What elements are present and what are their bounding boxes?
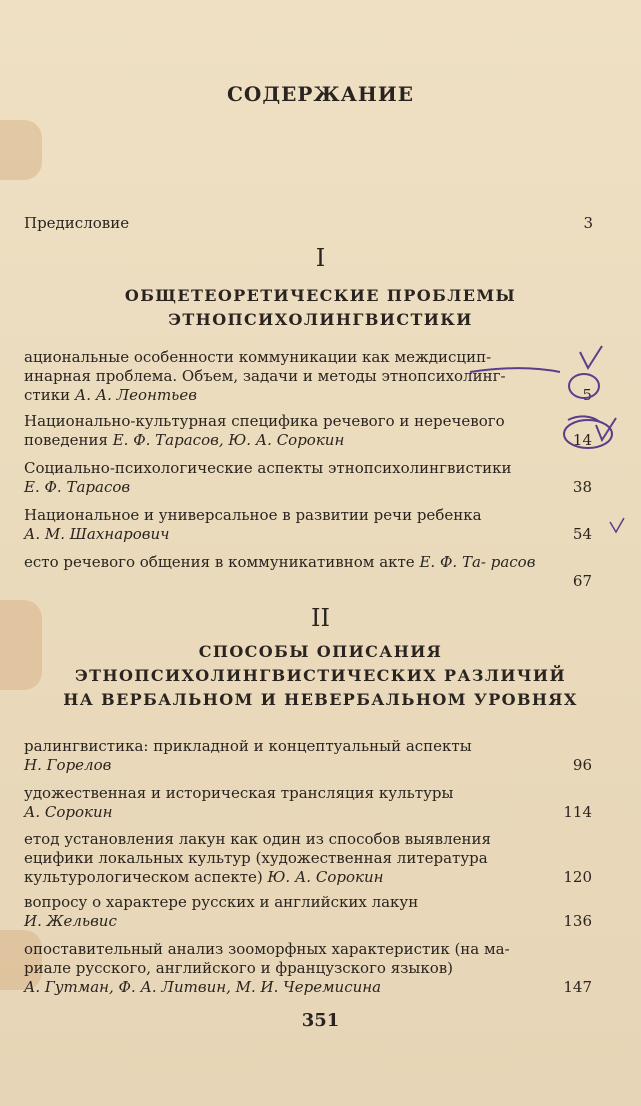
section-numeral: II: [311, 604, 330, 632]
entry-page: 5: [582, 386, 592, 404]
entry-page: 136: [563, 912, 592, 930]
toc-entry: опоставительный анализ зооморфных характеристик (на ма- риале русского, английского и французского языков) А. Гутман, Ф. А. Литвин, М. И. Черемисина 147: [24, 940, 592, 996]
entry-page: 147: [563, 978, 592, 996]
toc-entry: етод установления лакун как один из способов выявления ецифики локальных культур (художественная литература культурологическом аспекте) Ю. А. Сорокин 120: [24, 830, 592, 886]
page-title: СОДЕРЖАНИЕ: [227, 82, 414, 106]
section-title: СПОСОБЫ ОПИСАНИЯ ЭТНОПСИХОЛИНГВИСТИЧЕСКИХ РАЗЛИЧИЙ НА ВЕРБАЛЬНОМ И НЕВЕРБАЛЬНОМ УРОВНЯХ: [63, 642, 578, 709]
toc-entry: есто речевого общения в коммуникативном акте Е. Ф. Та- расов 67: [24, 553, 592, 590]
entry-page: 38: [572, 478, 592, 496]
section-numeral: I: [315, 244, 326, 272]
toc-entry: Национально-культурная специфика речевого и неречевого поведения Е. Ф. Тарасов, Ю. А. Сорокин 14: [24, 412, 592, 449]
entry-author: Е. Ф. Тарасов, Ю. А. Сорокин: [112, 431, 345, 449]
toc-entry: ралингвистика: прикладной и концептуальный аспекты Н. Горелов 96: [24, 737, 592, 774]
toc-entry: Социально-психологические аспекты этнопсихолингвистики Е. Ф. Тарасов 38: [24, 459, 592, 496]
page-number: 351: [301, 1010, 340, 1031]
entry-author: А. М. Шахнарович: [24, 525, 170, 543]
entry-page: 14: [572, 431, 592, 449]
entry-page: 114: [563, 803, 592, 821]
preface-page: 3: [583, 214, 593, 232]
circle-mark: [569, 374, 599, 398]
entry-page: 96: [572, 756, 592, 774]
checkmark-icon: [580, 346, 602, 368]
entry-page: 54: [572, 525, 592, 543]
entry-author: А. Гутман, Ф. А. Литвин, М. И. Черемисина: [24, 978, 382, 996]
section-title: ОБЩЕТЕОРЕТИЧЕСКИЕ ПРОБЛЕМЫ ЭТНОПСИХОЛИНГВИСТИКИ: [124, 286, 517, 329]
toc-entry: ациональные особенности коммуникации как междисцип- инарная проблема. Объем, задачи и методы этнопсихолинг- стики А. А. Леонтьев 5: [24, 348, 592, 404]
entry-author: Ю. А. Сорокин: [267, 868, 384, 886]
toc-entry: удожественная и историческая трансляция культуры А. Сорокин 114: [24, 784, 592, 821]
entry-author: Е. Ф. Та- расов: [419, 553, 536, 571]
entry-author: А. А. Леонтьев: [74, 386, 197, 404]
entry-page: 120: [563, 868, 592, 886]
entry-page: 67: [572, 572, 592, 590]
preface-label: Предисловие: [24, 214, 130, 232]
underline-mark: [470, 368, 560, 372]
toc-entry: Национальное и универсальное в развитии речи ребенка А. М. Шахнарович 54: [24, 506, 592, 543]
checkmark-icon: [610, 518, 624, 532]
entry-author: Н. Горелов: [24, 756, 112, 774]
toc-entry: вопросу о характере русских и английских лакун И. Жельвис 136: [24, 893, 592, 930]
entry-author: И. Жельвис: [24, 912, 117, 930]
entry-author: А. Сорокин: [24, 803, 113, 821]
entry-author: Е. Ф. Тарасов: [24, 478, 131, 496]
